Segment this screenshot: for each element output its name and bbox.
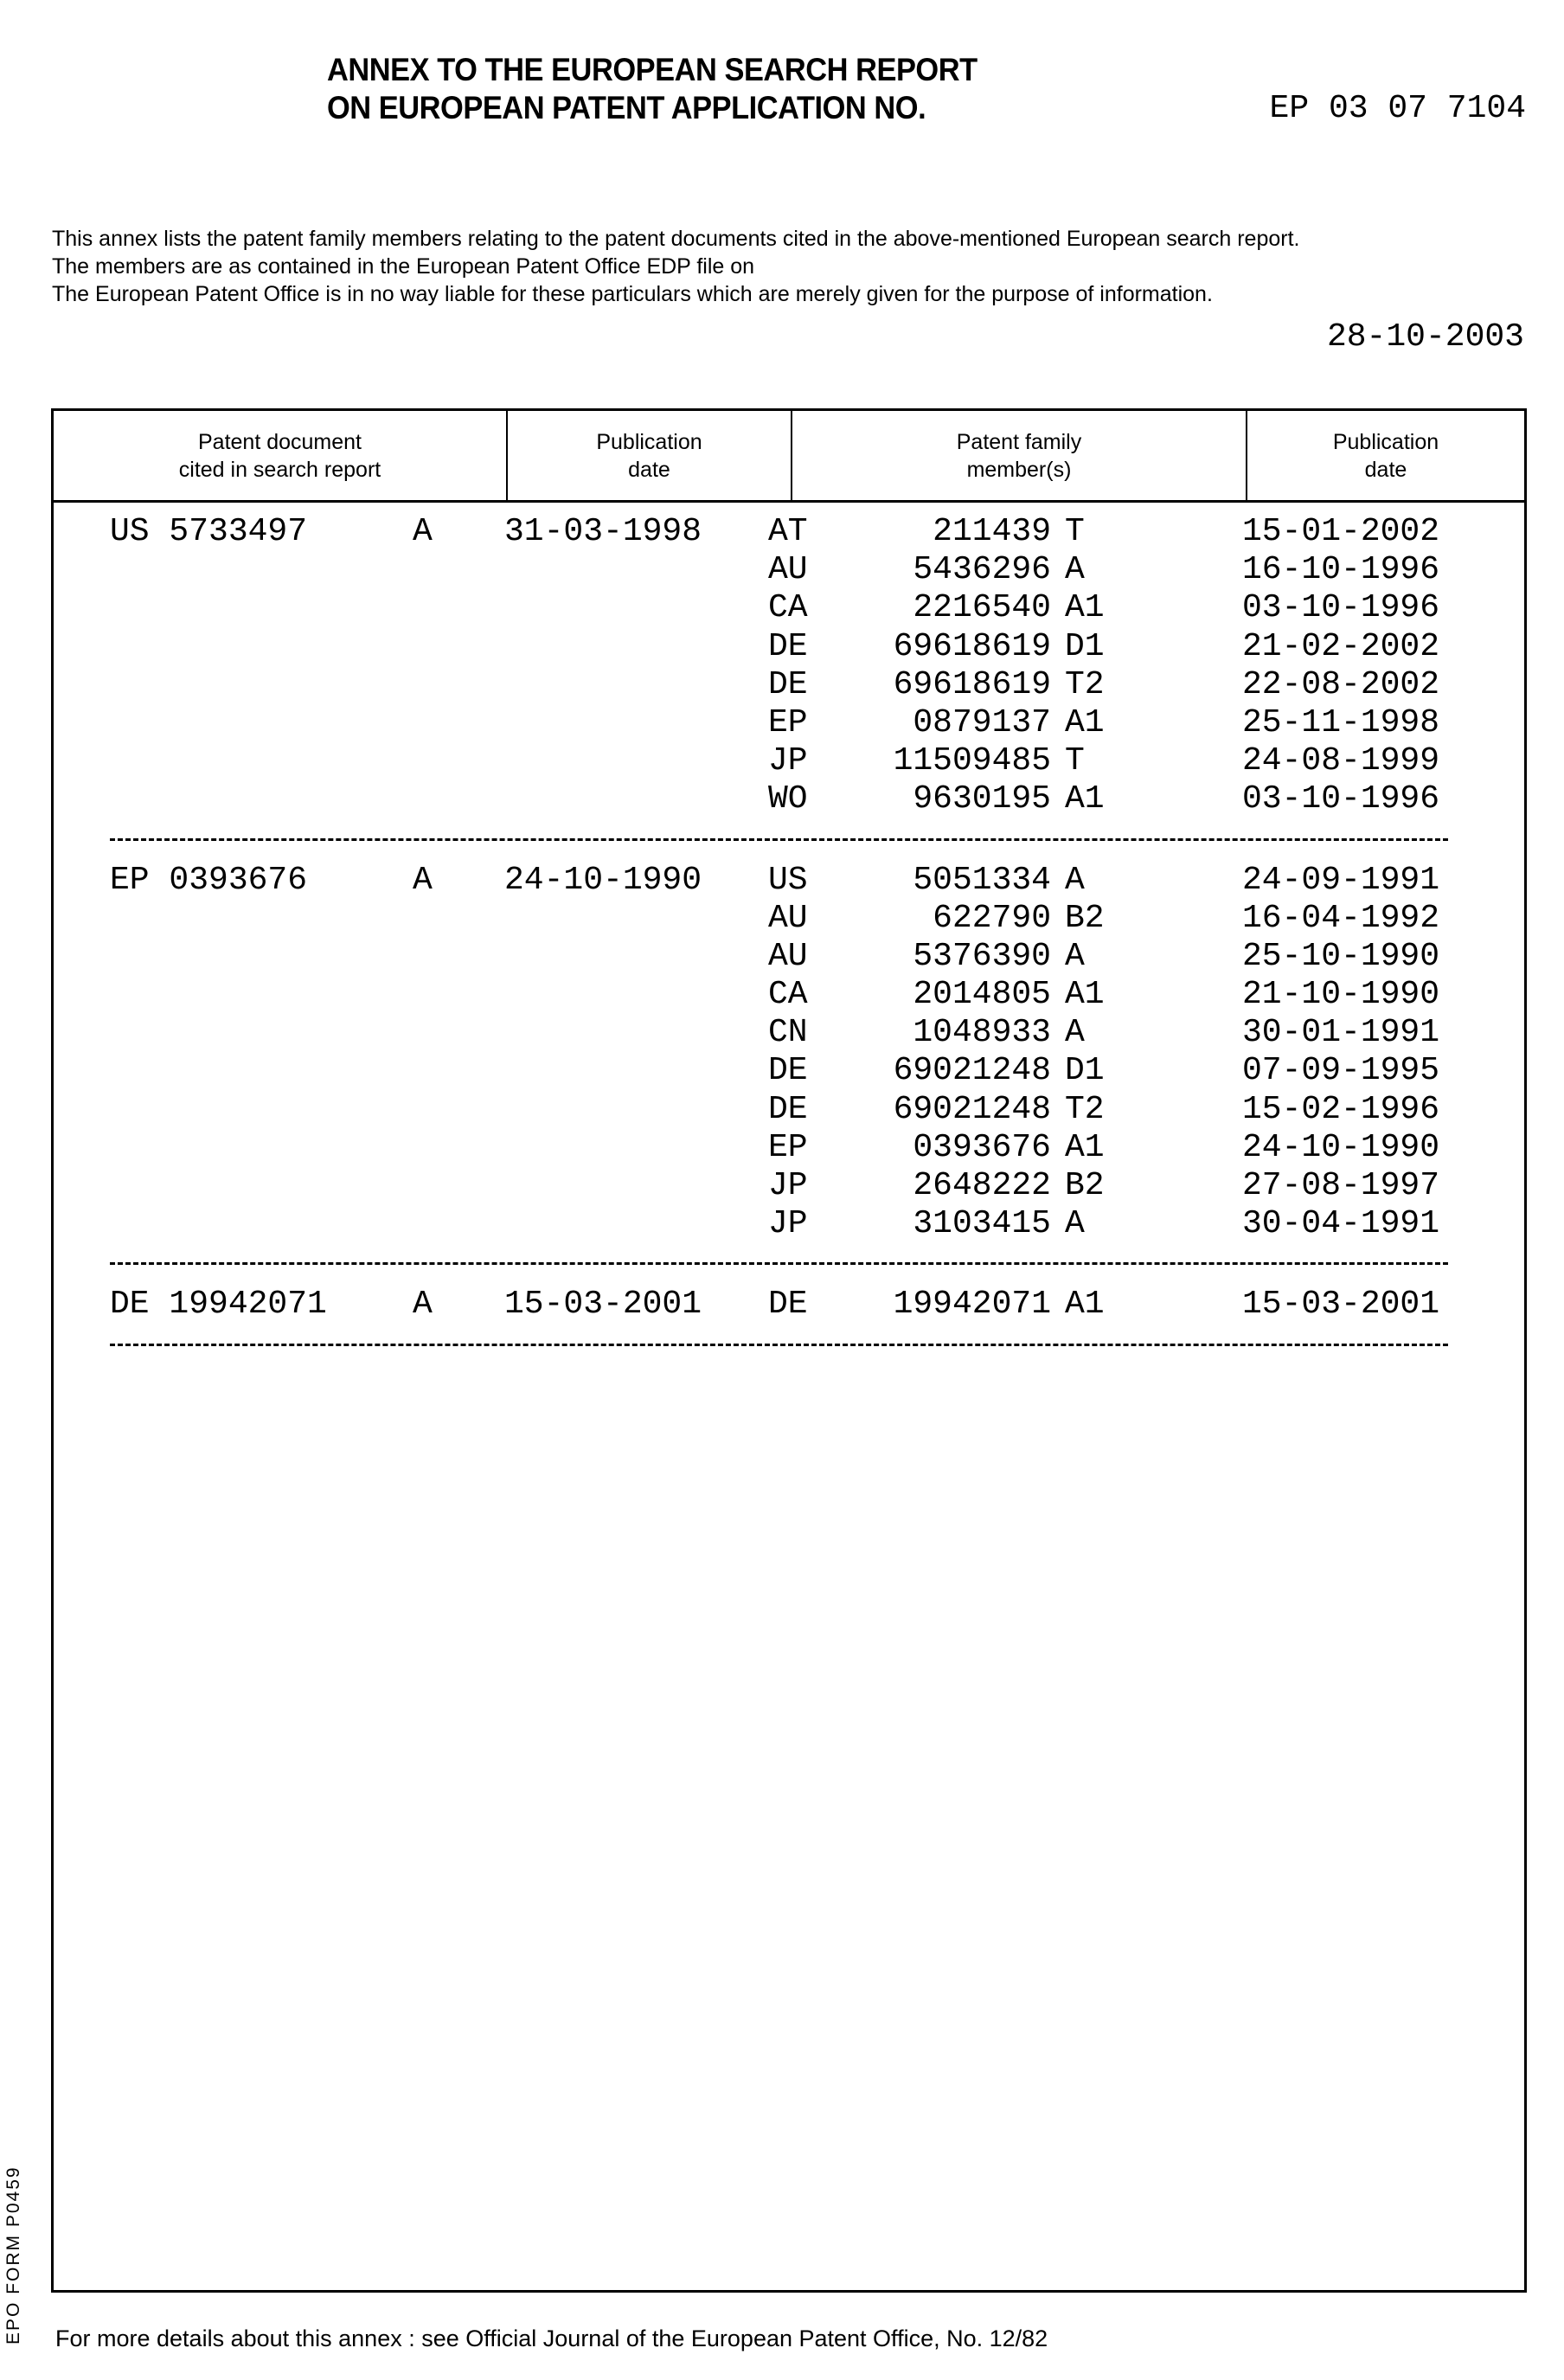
table-row [110,1205,1448,1243]
member-number: 3103415 [913,1205,1051,1243]
header-cited-document [54,411,508,500]
member-publication-date: 24-09-1991 [1242,862,1439,900]
member-country: DE [768,1052,808,1090]
member-kind: A1 [1065,589,1105,627]
table-row [110,1129,1448,1167]
member-publication-date: 24-08-1999 [1242,742,1439,780]
table-row [110,1014,1448,1052]
cited-document: EP 0393676 [110,862,307,900]
member-kind: A1 [1065,1286,1105,1324]
table-row [110,938,1448,976]
member-country: AU [768,938,808,976]
member-kind: A [1065,1205,1085,1243]
header-text: Patent family [957,428,1082,456]
member-kind: B2 [1065,900,1105,938]
header-text: member(s) [957,456,1082,484]
header-text: cited in search report [179,456,381,484]
table-row [110,551,1448,589]
member-country: JP [768,742,808,780]
member-publication-date: 21-02-2002 [1242,628,1439,666]
group-divider [110,1344,1448,1346]
header-text: Publication [1333,428,1439,456]
cited-kind: A [413,513,433,551]
member-country: EP [768,704,808,742]
member-kind: A [1065,862,1085,900]
member-kind: D1 [1065,628,1105,666]
member-number: 1048933 [913,1014,1051,1052]
table-row [110,900,1448,938]
member-publication-date: 22-08-2002 [1242,666,1439,704]
member-country: CN [768,1014,808,1052]
member-number: 2648222 [913,1167,1051,1205]
member-publication-date: 15-01-2002 [1242,513,1439,551]
report-date: 28-10-2003 [1327,318,1524,356]
member-publication-date: 24-10-1990 [1242,1129,1439,1167]
cited-document: DE 19942071 [110,1286,327,1324]
member-number: 5436296 [913,551,1051,589]
member-kind: T2 [1065,1091,1105,1129]
member-country: US [768,862,808,900]
cited-publication-date: 31-03-1998 [504,513,702,551]
header-text: Publication [596,428,702,456]
member-country: DE [768,1091,808,1129]
intro-line-1: This annex lists the patent family members relating to the patent documents cited in the above-mentioned European search report. [52,227,1299,252]
member-country: AU [768,551,808,589]
member-kind: A [1065,1014,1085,1052]
member-country: DE [768,1286,808,1324]
member-kind: A [1065,551,1085,589]
header-publication-date [508,411,792,500]
header-text: date [1333,456,1439,484]
intro-line-3: The European Patent Office is in no way liable for these particulars which are merely given for the purpose of information. [52,282,1213,307]
report-title-line1: ANNEX TO THE EUROPEAN SEARCH REPORT [327,52,978,88]
group-divider [110,1262,1448,1265]
member-publication-date: 27-08-1997 [1242,1167,1439,1205]
member-publication-date: 21-10-1990 [1242,976,1439,1014]
header-text: date [596,456,702,484]
member-country: CA [768,976,808,1014]
footer-note: For more details about this annex : see Official Journal of the European Patent Office, No. 12/82 [55,2325,1048,2352]
member-kind: A1 [1065,976,1105,1014]
member-country: AU [768,900,808,938]
member-kind: B2 [1065,1167,1105,1205]
member-kind: A [1065,938,1085,976]
cited-publication-date: 15-03-2001 [504,1286,702,1324]
member-country: JP [768,1205,808,1243]
table-row [110,666,1448,704]
intro-line-2: The members are as contained in the European Patent Office EDP file on [52,254,754,279]
header-family-members [792,411,1247,500]
cited-kind: A [413,862,433,900]
table-row [110,589,1448,627]
report-title-line2: ON EUROPEAN PATENT APPLICATION NO. [327,90,926,126]
header-text: Patent document [179,428,381,456]
table-row [110,976,1448,1014]
header-member-publication-date [1247,411,1524,500]
member-kind: A1 [1065,704,1105,742]
member-publication-date: 15-03-2001 [1242,1286,1439,1324]
member-publication-date: 25-10-1990 [1242,938,1439,976]
member-number: 19942071 [894,1286,1051,1324]
member-number: 622790 [933,900,1051,938]
cited-publication-date: 24-10-1990 [504,862,702,900]
member-kind: T2 [1065,666,1105,704]
member-kind: T [1065,513,1085,551]
member-number: 11509485 [894,742,1051,780]
member-number: 5376390 [913,938,1051,976]
member-number: 69618619 [894,628,1051,666]
member-publication-date: 16-04-1992 [1242,900,1439,938]
member-country: WO [768,780,808,818]
table-row [110,628,1448,666]
form-id: EPO FORM P0459 [3,2165,24,2345]
member-publication-date: 30-01-1991 [1242,1014,1439,1052]
table-row [110,862,1448,900]
member-country: JP [768,1167,808,1205]
member-kind: A1 [1065,1129,1105,1167]
table-row [110,1167,1448,1205]
member-kind: D1 [1065,1052,1105,1090]
table-row [110,742,1448,780]
table-row [110,513,1448,551]
member-number: 5051334 [913,862,1051,900]
member-number: 69021248 [894,1052,1051,1090]
member-number: 69618619 [894,666,1051,704]
member-number: 2216540 [913,589,1051,627]
application-number: EP 03 07 7104 [1270,90,1526,127]
member-country: AT [768,513,808,551]
cited-kind: A [413,1286,433,1324]
member-number: 69021248 [894,1091,1051,1129]
member-country: CA [768,589,808,627]
member-number: 211439 [933,513,1051,551]
table-row [110,780,1448,818]
table-row [110,704,1448,742]
member-kind: A1 [1065,780,1105,818]
member-number: 0393676 [913,1129,1051,1167]
member-number: 9630195 [913,780,1051,818]
table-header [54,411,1524,503]
member-number: 2014805 [913,976,1051,1014]
member-publication-date: 30-04-1991 [1242,1205,1439,1243]
member-publication-date: 15-02-1996 [1242,1091,1439,1129]
member-publication-date: 03-10-1996 [1242,780,1439,818]
member-publication-date: 16-10-1996 [1242,551,1439,589]
table-row [110,1286,1448,1324]
member-publication-date: 25-11-1998 [1242,704,1439,742]
table-body [110,513,1448,1367]
member-kind: T [1065,742,1085,780]
cited-document: US 5733497 [110,513,307,551]
table-row [110,1091,1448,1129]
member-country: EP [768,1129,808,1167]
group-divider [110,838,1448,841]
member-country: DE [768,628,808,666]
member-publication-date: 03-10-1996 [1242,589,1439,627]
table-row [110,1052,1448,1090]
member-number: 0879137 [913,704,1051,742]
member-country: DE [768,666,808,704]
member-publication-date: 07-09-1995 [1242,1052,1439,1090]
